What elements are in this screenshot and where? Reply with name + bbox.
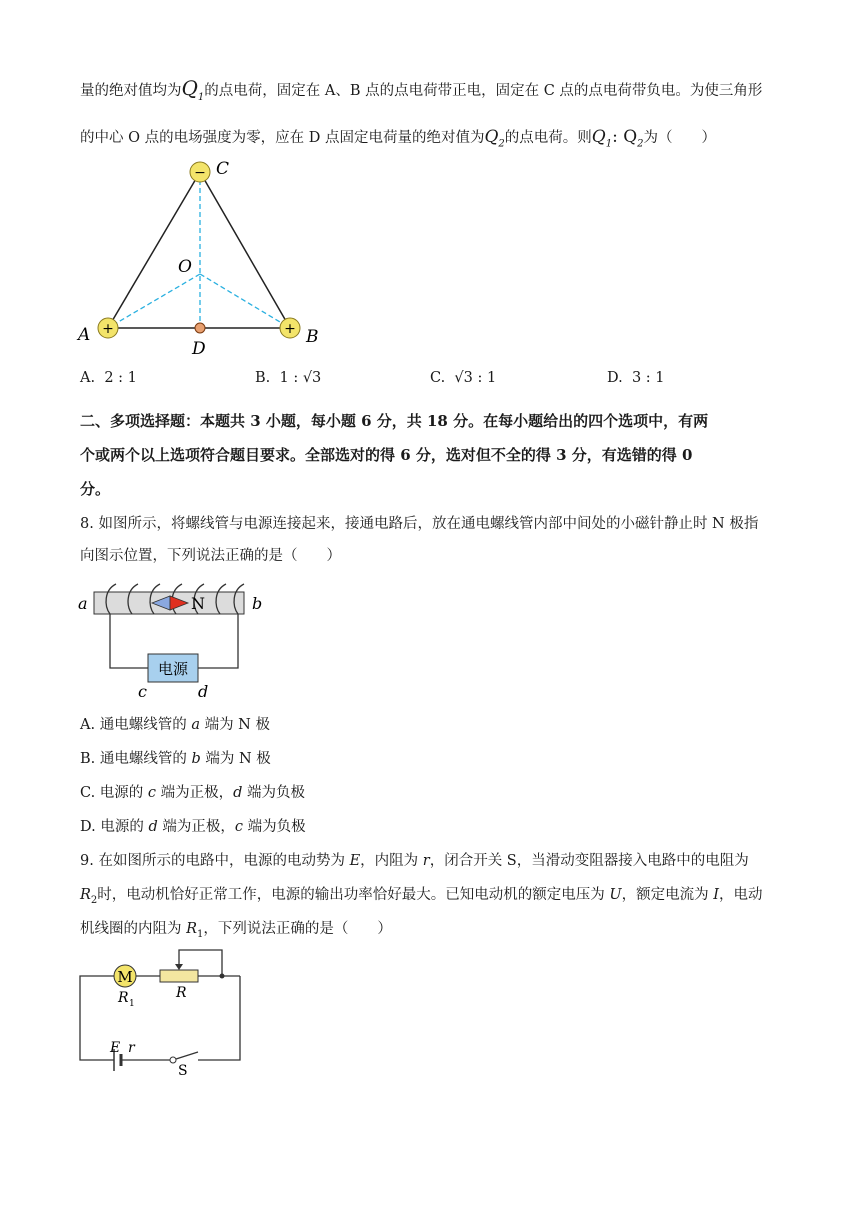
sign-pos-a: + [102, 321, 114, 337]
q7-text: 量的绝对值均为 [80, 83, 182, 99]
label-src-d: d [198, 682, 209, 701]
label-c: C [216, 159, 230, 179]
q8-option-c[interactable] [80, 782, 800, 804]
q7-text: 的点电荷。则 [504, 130, 592, 146]
option-var: c [147, 785, 157, 801]
q7-option-c[interactable] [430, 370, 496, 386]
option-text: 端为正极， [157, 819, 235, 835]
ratio-sub1: 1 [605, 138, 613, 150]
section2-line-2: 个或两个以上选项符合题目要求。全部选对的得 6 分，选对但不全的得 3 分，有选错的得 0 [80, 446, 693, 464]
option-letter: C. [430, 370, 446, 386]
q7-option-d[interactable] [607, 370, 665, 386]
q8-option-d[interactable] [80, 816, 800, 838]
option-text: √3 : 1 [454, 370, 497, 386]
ratio-symbol [591, 127, 644, 150]
option-var: a [191, 717, 200, 733]
q8-line-1: 8. 如图所示，将螺线管与电源连接起来，接通电路后，放在通电螺线管内部中间处的小磁针静止时 N 极指 [80, 516, 759, 532]
q2-letter: Q [484, 127, 499, 147]
q1-letter: Q [181, 76, 198, 100]
q2-symbol [484, 127, 505, 150]
circuit-figure [72, 944, 252, 1079]
q7-option-a[interactable] [80, 370, 137, 386]
q7-text: 的点电荷，固定在 A、B 点的点电荷带正电，固定在 C 点的点电荷带负电。为使三角形 [204, 83, 763, 99]
label-sol-b: b [252, 594, 263, 613]
ratio-sub2: 2 [637, 138, 644, 150]
label-m: M [117, 968, 133, 986]
var-r2: R [80, 887, 91, 903]
option-var: b [191, 751, 201, 767]
sign-neg: − [194, 165, 206, 181]
label-a: A [78, 325, 91, 345]
section2-line-3: 分。 [80, 480, 111, 498]
q9-text: ，下列说法正确的是（ ） [203, 921, 392, 937]
option-text: B. 通电螺线管的 [80, 751, 192, 767]
label-d: D [192, 339, 206, 359]
option-letter: A. [80, 370, 96, 386]
option-text: 端为负极 [242, 819, 306, 835]
q9-text: ，闭合开关 S，当滑动变阻器接入电路中的电阻为 [429, 853, 749, 869]
option-text: 2 : 1 [104, 370, 137, 386]
option-var: d [148, 819, 158, 835]
triangle-figure [70, 150, 330, 365]
label-r1: R [118, 990, 129, 1006]
option-text: A. 通电螺线管的 [80, 717, 192, 733]
ratio-q1: Q [591, 127, 606, 147]
q9-line-2 [80, 884, 800, 912]
option-text: 端为正极， [156, 785, 234, 801]
q9-text: ，额定电流为 [621, 887, 714, 903]
q7-line-1 [80, 77, 800, 109]
label-s: S [178, 1063, 188, 1079]
option-text: D. 电源的 [80, 819, 149, 835]
q1-sub: 1 [197, 92, 205, 103]
var-e: E [349, 853, 361, 869]
charge-d [195, 323, 205, 333]
q2-sub: 2 [498, 138, 505, 150]
option-text: 1 : √3 [279, 370, 322, 386]
label-r1-sub: 1 [129, 999, 135, 1009]
q9-text: 机线圈的内阻为 [80, 921, 187, 937]
q9-text: ，电动 [718, 887, 763, 903]
sign-pos-b: + [284, 321, 296, 337]
option-var: d [233, 785, 243, 801]
label-o: O [178, 257, 192, 277]
q9-text: ，内阻为 [360, 853, 423, 869]
option-text: 端为 N 极 [200, 751, 271, 767]
q9-line-3 [80, 918, 800, 946]
label-b: B [306, 327, 319, 347]
label-sol-a: a [78, 594, 88, 613]
var-u: U [609, 887, 622, 903]
q9-text: 时，电动机恰好正常工作，电源的输出功率恰好最大。已知电动机的额定电压为 [97, 887, 610, 903]
q8-line-2: 向图示位置，下列说法正确的是（ ） [80, 548, 341, 564]
q9-line-1 [80, 850, 800, 872]
var-r1-sub: 1 [197, 928, 204, 940]
section2-line-1: 二、多项选择题：本题共 3 小题，每小题 6 分，共 18 分。在每小题给出的四个选项中，有两 [80, 412, 709, 430]
option-text: 端为负极 [242, 785, 306, 801]
label-source: 电源 [157, 660, 189, 678]
q7-text: 为（ ） [643, 130, 717, 146]
var-r: r [422, 853, 430, 869]
label-src-c: c [138, 682, 147, 701]
option-letter: D. [607, 370, 623, 386]
q7-text: 的中心 O 点的电场强度为零，应在 D 点固定电荷量的绝对值为 [80, 130, 485, 146]
ratio-mid: : Q [612, 127, 638, 147]
label-e: E [110, 1040, 121, 1056]
solenoid-figure [70, 576, 280, 701]
q1-symbol [181, 76, 205, 103]
var-r1: R [186, 921, 198, 937]
q8-option-b[interactable] [80, 748, 800, 770]
var-r2-sub: 2 [90, 894, 98, 906]
label-internal-r: r [128, 1040, 135, 1056]
option-text: 端为 N 极 [199, 717, 270, 733]
rheostat [160, 970, 198, 982]
option-var: c [234, 819, 243, 835]
q8-option-a[interactable] [80, 714, 800, 736]
q7-option-b[interactable] [255, 370, 321, 386]
label-n: N [191, 594, 205, 613]
var-i: I [713, 887, 719, 903]
option-text: 3 : 1 [631, 370, 665, 386]
option-text: C. 电源的 [80, 785, 148, 801]
label-r: R [176, 985, 187, 1001]
q9-text: 9. 在如图所示的电路中，电源的电动势为 [80, 853, 350, 869]
option-letter: B. [255, 370, 271, 386]
